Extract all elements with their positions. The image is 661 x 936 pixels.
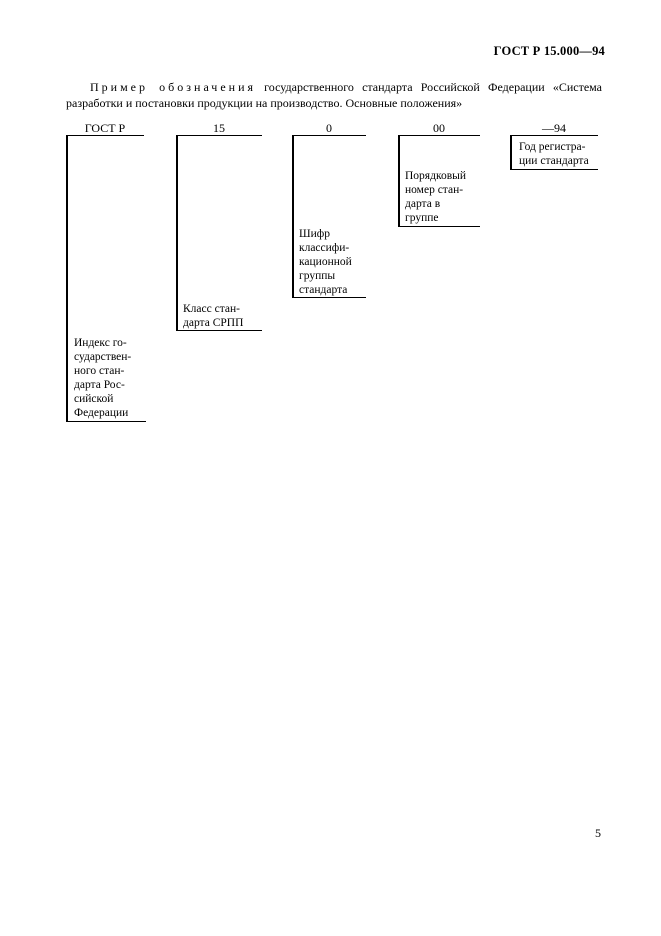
- label-underline: [398, 226, 480, 227]
- label-line: дарта Рос-: [74, 379, 125, 391]
- label-line: кационной: [299, 256, 352, 268]
- label-line: группы: [299, 270, 336, 282]
- label-line: ции стандарта: [519, 155, 589, 167]
- label-underline: [66, 421, 146, 422]
- code-segment-class: 15: [176, 121, 262, 136]
- label-line: сударствен-: [74, 351, 132, 363]
- label-underline: [510, 169, 598, 170]
- label-underline: [176, 330, 262, 331]
- example-paragraph: [66, 79, 602, 111]
- code-segment-year: —94: [510, 121, 598, 136]
- label-line: ного стан-: [74, 365, 125, 377]
- leader-line-group: [292, 136, 294, 297]
- code-segment-group: 0: [292, 121, 366, 136]
- label-line: классифи-: [299, 242, 350, 254]
- leader-line-year: [510, 136, 512, 169]
- label-line: дарта в: [405, 198, 441, 210]
- example-text: государственного стандарта Российской Федерации «Система разработки и постановки продукции на производство. Основные положения»: [66, 80, 602, 110]
- code-segment-sequence: 00: [398, 121, 480, 136]
- label-line: сийской: [74, 393, 114, 405]
- label-sequence-number: [405, 169, 466, 225]
- label-line: Федерации: [74, 407, 129, 419]
- label-gost-index: [74, 336, 131, 420]
- example-lead-word: Пример обозначения: [90, 80, 257, 94]
- label-line: Порядковый: [405, 170, 467, 182]
- leader-line-class: [176, 136, 178, 330]
- label-line: дарта СРПП: [183, 317, 244, 329]
- page-number: 5: [595, 826, 601, 840]
- label-line: Шифр: [299, 228, 330, 240]
- label-line: Индекс го-: [74, 337, 127, 349]
- document-number-header: ГОСТ Р 15.000—94: [493, 44, 605, 58]
- label-group-code: [299, 227, 352, 297]
- label-line: Класс стан-: [183, 303, 240, 315]
- label-standard-class: [183, 302, 243, 330]
- label-line: Год регистра-: [519, 141, 586, 153]
- label-line: номер стан-: [405, 184, 464, 196]
- label-underline: [292, 297, 366, 298]
- code-segment-gost-r: ГОСТ Р: [66, 121, 144, 136]
- label-line: стандарта: [299, 284, 348, 296]
- label-line: группе: [405, 212, 439, 224]
- label-registration-year: [519, 140, 589, 168]
- leader-line-sequence: [398, 136, 400, 226]
- leader-line-gost-r: [66, 136, 68, 422]
